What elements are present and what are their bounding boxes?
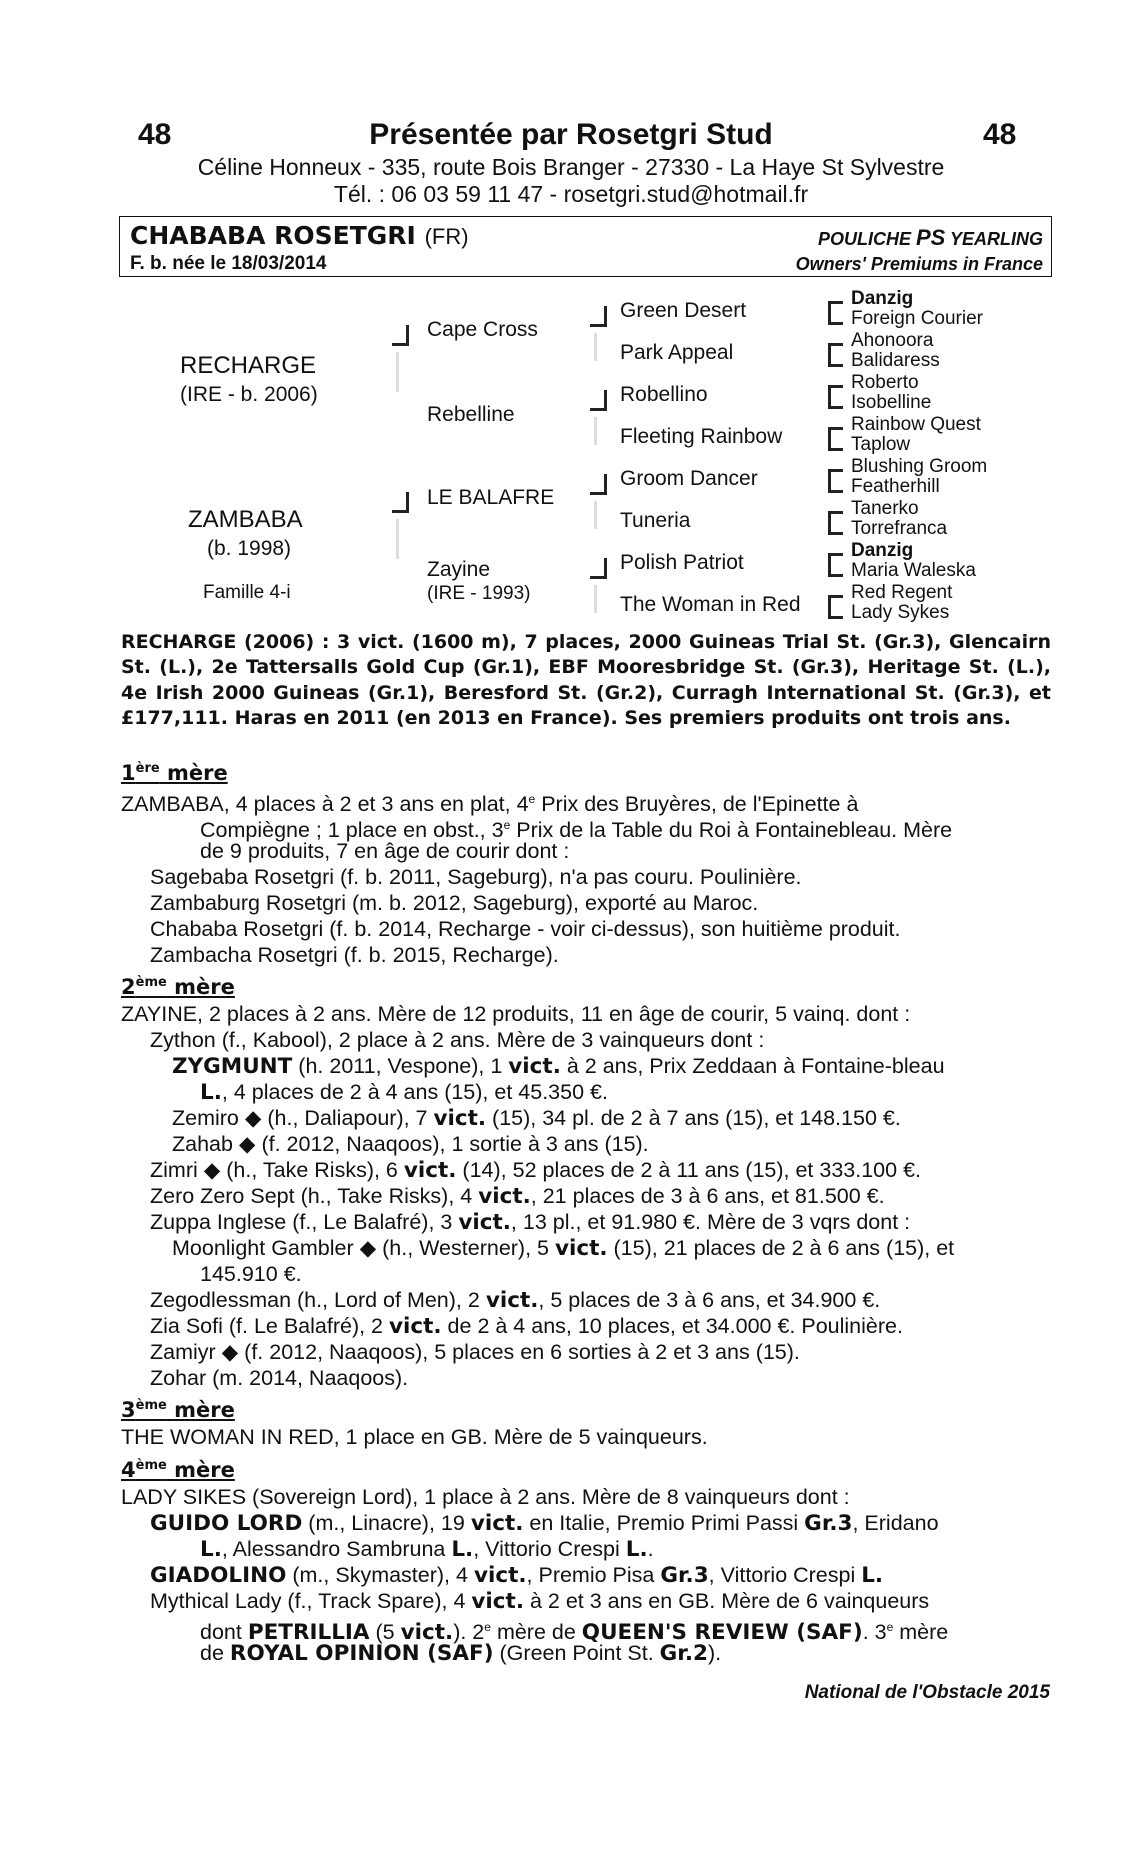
bracket	[392, 492, 409, 513]
gen3-groom-dancer: Groom Dancer	[620, 467, 758, 490]
text-line: GIADOLINO (m., Skymaster), 4 vict., Premio Pisa Gr.3, Vittorio Crespi L.	[150, 1563, 884, 1588]
sire-record: RECHARGE (2006) : 3 vict. (1600 m), 7 places, 2000 Guineas Trial St. (Gr.3), Glencairn St. (L.), 2e Tattersalls Gold Cup (Gr.1), EBF Mooresbridge St. (Gr.3), Heritage St. (L.), 4e Irish 2000 Guineas (Gr.1), Beresford St. (Gr.2), Curragh International St. (Gr.3), et £177,111. Haras en 2011 (en 2013 en France). Ses premiers produits ont trois ans.	[121, 631, 1051, 729]
text-line: Zython (f., Kabool), 2 place à 2 ans. Mère de 3 vainqueurs dont :	[150, 1028, 765, 1052]
bracket	[392, 325, 409, 346]
gen4-roberto: Roberto	[851, 372, 919, 393]
sec-word: mère	[166, 1458, 235, 1482]
horse-origin: (FR)	[424, 224, 469, 249]
sec-sup: ère	[135, 761, 160, 776]
vendor-contact: Tél. : 06 03 59 11 47 - rosetgri.stud@hotmail.fr	[333, 181, 809, 207]
text-line: Zia Sofi (f. Le Balafré), 2 vict. de 2 à 4 ans, 10 places, et 34.000 €. Poulinière.	[150, 1314, 903, 1339]
gen4-blushing-groom: Blushing Groom	[851, 456, 988, 477]
bracket-line	[594, 501, 603, 529]
text-line: L., 4 places de 2 à 4 ans (15), et 45.350 €.	[200, 1080, 608, 1105]
bracket-line	[594, 417, 603, 445]
text-line: Zuppa Inglese (f., Le Balafré), 3 vict., 13 pl., et 91.980 €. Mère de 3 vqrs dont :	[150, 1210, 911, 1235]
text-line: Zambacha Rosetgri (f. b. 2015, Recharge).	[150, 943, 559, 967]
lot-number-left: 48	[138, 118, 172, 151]
text-line: Chababa Rosetgri (f. b. 2014, Recharge - voir ci-dessus), son huitième produit.	[150, 917, 901, 941]
gen4-danzig: Danzig	[851, 288, 914, 309]
gen4-foreign-courier: Foreign Courier	[851, 308, 983, 329]
dam-detail: (b. 1998)	[207, 537, 292, 560]
gen3-polish-patriot: Polish Patriot	[620, 551, 744, 574]
gen3-tuneria: Tuneria	[620, 509, 691, 532]
text-line: GUIDO LORD (m., Linacre), 19 vict. en Italie, Premio Primi Passi Gr.3, Eridano	[150, 1511, 939, 1536]
sec-sup: ème	[135, 1398, 167, 1413]
bracket	[828, 385, 843, 409]
gen3-fleeting-rainbow: Fleeting Rainbow	[620, 425, 783, 448]
text-line: 145.910 €.	[200, 1262, 302, 1286]
text-line: Moonlight Gambler ◆ (h., Westerner), 5 vict. (15), 21 places de 2 à 6 ans (15), et	[172, 1236, 955, 1261]
text-line: Zemiro ◆ (h., Daliapour), 7 vict. (15), 34 pl. de 2 à 7 ans (15), et 148.150 €.	[172, 1106, 901, 1131]
gen4-featherhill: Featherhill	[851, 476, 940, 497]
text-line: Zegodlessman (h., Lord of Men), 2 vict., 5 places de 3 à 6 ans, et 34.900 €.	[150, 1288, 881, 1313]
gen3-green-desert: Green Desert	[620, 299, 747, 322]
bracket	[590, 558, 607, 579]
text-line: ZYGMUNT (h. 2011, Vespone), 1 vict. à 2 ans, Prix Zeddaan à Fontaine-bleau	[172, 1054, 945, 1079]
sire-name: RECHARGE	[180, 352, 317, 379]
gen2-le-balafre: LE BALAFRE	[427, 486, 555, 509]
horse-birth: F. b. née le 18/03/2014	[130, 253, 327, 274]
bracket-line	[396, 352, 405, 392]
gen4-red-regent: Red Regent	[851, 582, 953, 603]
gen4-tanerko: Tanerko	[851, 498, 919, 519]
sec-word: mère	[166, 975, 235, 999]
dam-name: ZAMBABA	[188, 506, 303, 533]
bracket	[590, 390, 607, 411]
text-line: LADY SIKES (Sovereign Lord), 1 place à 2 ans. Mère de 8 vainqueurs dont :	[121, 1485, 850, 1509]
text-line: THE WOMAN IN RED, 1 place en GB. Mère de 5 vainqueurs.	[121, 1425, 708, 1449]
sire-detail: (IRE - b. 2006)	[180, 383, 318, 406]
bracket	[828, 427, 843, 451]
gen4-danzig-2: Danzig	[851, 540, 914, 561]
category-ps: PS	[915, 225, 946, 250]
gen3-robellino: Robellino	[620, 383, 708, 406]
gen4-ahonoora: Ahonoora	[851, 330, 934, 351]
gen2-cape-cross: Cape Cross	[427, 318, 538, 341]
gen4-taplow: Taplow	[851, 434, 911, 455]
gen4-maria-waleska: Maria Waleska	[851, 560, 976, 581]
text-line: Sagebaba Rosetgri (f. b. 2011, Sageburg), n'a pas couru. Poulinière.	[150, 865, 802, 889]
section-3rd-dam	[121, 1398, 235, 1422]
horse-name-box	[119, 216, 1052, 277]
gen4-lady-sykes: Lady Sykes	[851, 602, 950, 623]
sec-num: 4	[121, 1458, 136, 1482]
gen2-zayine: Zayine	[427, 558, 491, 581]
gen2-rebelline: Rebelline	[427, 403, 515, 426]
text-line: ZAMBABA, 4 places à 2 et 3 ans en plat, 4e Prix des Bruyères, de l'Epinette à	[121, 792, 859, 817]
section-1st-dam	[121, 761, 228, 785]
footer-note: National de l'Obstacle 2015	[804, 1682, 1050, 1703]
text-line: Mythical Lady (f., Track Spare), 4 vict. à 2 et 3 ans en GB. Mère de 6 vainqueurs	[150, 1589, 930, 1614]
text-line: ZAYINE, 2 places à 2 ans. Mère de 12 produits, 11 en âge de courir, 5 vainq. dont :	[121, 1002, 911, 1026]
gen4-torrefranca: Torrefranca	[851, 518, 948, 539]
bracket-line	[594, 333, 603, 361]
text-line: L., Alessandro Sambruna L., Vittorio Crespi L..	[200, 1537, 654, 1562]
text-line: Zimri ◆ (h., Take Risks), 6 vict. (14), 52 places de 2 à 11 ans (15), et 333.100 €.	[150, 1158, 922, 1183]
sec-num: 1	[121, 761, 136, 785]
bracket	[828, 595, 843, 619]
bracket	[590, 306, 607, 327]
sec-sup: ème	[135, 975, 167, 990]
text-line: Zohar (m. 2014, Naaqoos).	[150, 1366, 409, 1390]
sec-sup: ème	[135, 1458, 167, 1473]
bracket	[828, 301, 843, 325]
page-title: Présentée par Rosetgri Stud	[369, 118, 773, 151]
gen4-rainbow-quest: Rainbow Quest	[851, 414, 981, 435]
text-line: Zamiyr ◆ (f. 2012, Naaqoos), 5 places en 6 sorties à 2 et 3 ans (15).	[150, 1340, 800, 1364]
owners-premiums: Owners' Premiums in France	[795, 254, 1043, 274]
section-2nd-dam	[121, 975, 235, 999]
horse-name-text: CHABABA ROSETGRI	[130, 221, 416, 250]
horse-name	[130, 221, 469, 250]
text-line: dont PETRILLIA (5 vict.). 2e mère de QUEEN'S REVIEW (SAF). 3e mère	[200, 1620, 949, 1646]
text-line: Zambaburg Rosetgri (m. b. 2012, Sageburg), exporté au Maroc.	[150, 891, 759, 915]
bracket	[828, 469, 843, 493]
text-line: Compiègne ; 1 place en obst., 3e Prix de la Table du Roi à Fontainebleau. Mère	[200, 818, 953, 843]
sec-word: mère	[159, 761, 228, 785]
bracket	[590, 474, 607, 495]
text-line: de 9 produits, 7 en âge de courir dont :	[200, 839, 570, 863]
horse-category	[818, 225, 1043, 251]
vendor-address: Céline Honneux - 335, route Bois Branger - 27330 - La Haye St Sylvestre	[197, 154, 945, 180]
bracket-line	[396, 519, 405, 559]
gen4-balidaress: Balidaress	[851, 350, 940, 371]
bracket	[828, 553, 843, 577]
gen3-park-appeal: Park Appeal	[620, 341, 734, 364]
text-line: Zero Zero Sept (h., Take Risks), 4 vict., 21 places de 3 à 6 ans, et 81.500 €.	[150, 1184, 885, 1209]
gen4-isobelline: Isobelline	[851, 392, 932, 413]
category-pre: POULICHE	[817, 229, 916, 249]
bracket-line	[594, 585, 603, 613]
sec-num: 2	[121, 975, 136, 999]
text-line: Zahab ◆ (f. 2012, Naaqoos), 1 sortie à 3 ans (15).	[172, 1132, 649, 1156]
text-line: de ROYAL OPINION (SAF) (Green Point St. Gr.2).	[200, 1641, 722, 1666]
dam-family: Famille 4-i	[203, 582, 291, 603]
gen3-woman-in-red: The Woman in Red	[620, 593, 801, 616]
category-post: YEARLING	[945, 229, 1043, 249]
sec-word: mère	[166, 1398, 235, 1422]
lot-number-right: 48	[983, 118, 1017, 151]
sec-num: 3	[121, 1398, 136, 1422]
bracket	[828, 511, 843, 535]
section-4th-dam	[121, 1458, 235, 1482]
gen2-zayine-detail: (IRE - 1993)	[427, 583, 531, 604]
bracket	[828, 343, 843, 367]
